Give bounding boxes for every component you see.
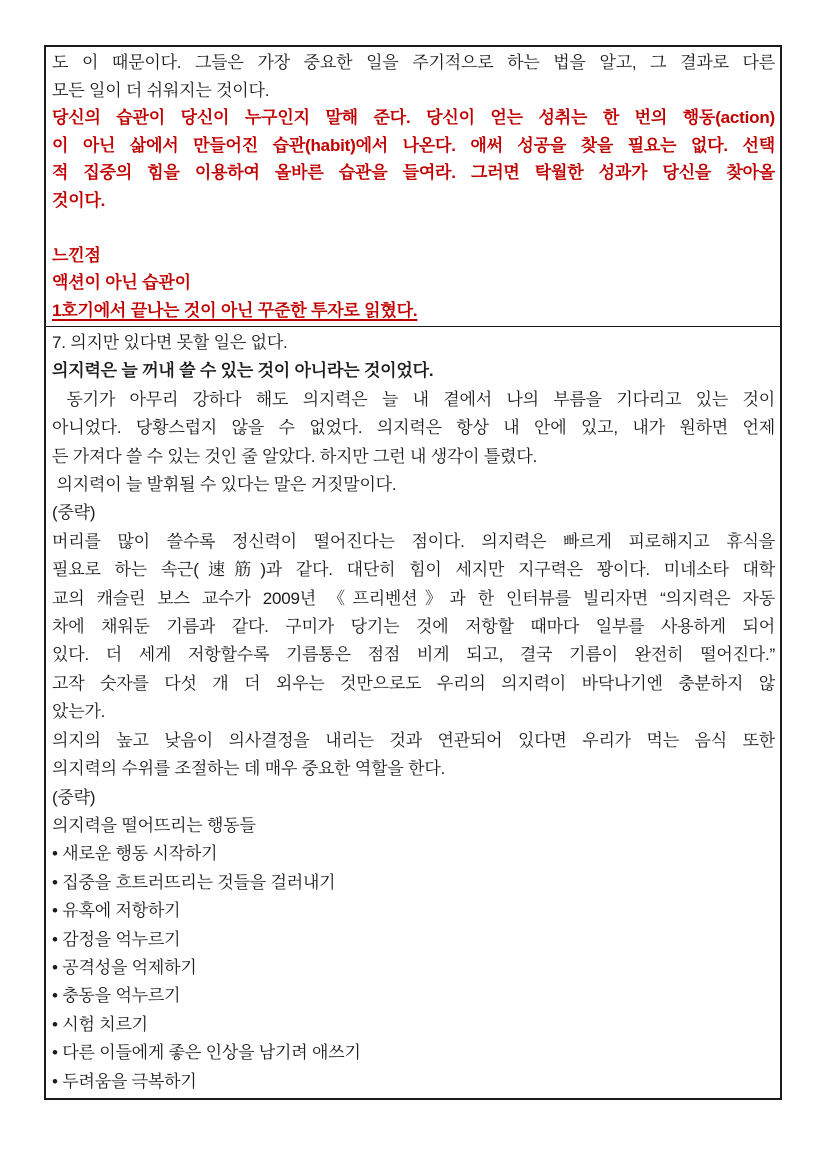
text-line: 모든 일이 더 쉬워지는 것이다. — [52, 80, 270, 100]
list-item: • 감정을 억누르기 — [52, 929, 181, 949]
text-line: 의지력이 늘 발휘될 수 있다는 말은 거짓말이다. — [52, 475, 397, 495]
text-line: 의지력의 수위를 조절하는 데 매우 중요한 역할을 한다. — [52, 759, 446, 779]
table-row — [46, 47, 780, 327]
table-row — [46, 327, 780, 1098]
list-item: • 시험 치르기 — [52, 1014, 148, 1034]
text-line: 것이다. — [52, 190, 106, 210]
text-line: (중략) — [52, 787, 96, 807]
text-line: 느낀점 — [52, 245, 101, 265]
text-line: 교의 캐슬린 보스 교수가 2009년 《프리벤션》과 한 인터뷰를 빌리자면 “의지력은 자동 — [52, 588, 775, 608]
list-item: • 새로운 행동 시작하기 — [52, 844, 218, 864]
text-line: 의지의 높고 낮음이 의사결정을 내리는 것과 연관되어 있다면 우리가 먹는 음식 또한 — [52, 730, 775, 750]
text-line: 고작 숫자를 다섯 개 더 외우는 것만으로도 우리의 의지력이 바닥나기엔 충분하지 않 — [52, 673, 775, 693]
text-line: 있다. 더 세게 저항할수록 기름통은 점점 비게 되고, 결국 기름이 완전히 떨어진다.” — [52, 645, 775, 665]
text-line: 적 집중의 힘을 이용하여 올바른 습관을 들여라. 그러면 탁월한 성과가 당신을 찾아올 — [52, 163, 775, 182]
text-line: (중략) — [52, 503, 96, 523]
text-line: 았는가. — [52, 702, 106, 722]
text-line: 당신의 습관이 당신이 누구인지 말해 준다. 당신이 얻는 성취는 한 번의 행동(action) — [52, 108, 775, 127]
list-item: • 두려움을 극복하기 — [52, 1071, 197, 1091]
text-line: 아니었다. 당황스럽지 않을 수 없었다. 의지력은 항상 내 안에 있고, 내가 원하면 언제 — [52, 418, 775, 438]
list-item: • 공격성을 억제하기 — [52, 957, 197, 977]
notes-table — [44, 45, 782, 1100]
text-line: 도 이 때문이다. 그들은 가장 중요한 일을 주기적으로 하는 법을 알고, 그 결과로 다른 — [52, 53, 775, 72]
list-item: • 유혹에 저항하기 — [52, 901, 181, 921]
text-line — [52, 214, 775, 242]
text-line: 필요로 하는 속근(速筋)과 같다. 대단히 힘이 세지만 지구력은 꽝이다. 미네소타 대학 — [52, 560, 775, 580]
list-item: • 충동을 억누르기 — [52, 986, 181, 1006]
text-line: 1호기에서 끝나는 것이 아닌 꾸준한 투자로 읽혔다. — [52, 300, 418, 320]
text-line: 의지력을 떨어뜨리는 행동들 — [52, 815, 256, 835]
text-line: 의지력은 늘 꺼내 쓸 수 있는 것이 아니라는 것이었다. — [52, 361, 434, 381]
text-line: 머리를 많이 쓸수록 정신력이 떨어진다는 점이다. 의지력은 빠르게 피로해지고 휴식을 — [52, 531, 775, 551]
list-item: • 다른 이들에게 좋은 인상을 남기려 애쓰기 — [52, 1043, 361, 1063]
text-line: 이 아닌 삶에서 만들어진 습관(habit)에서 나온다. 애써 성공을 찾을 필요는 없다. 선택 — [52, 135, 775, 155]
list-item: • 집중을 흐트러뜨리는 것들을 걸러내기 — [52, 872, 336, 892]
text-line: 동기가 아무리 강하다 해도 의지력은 늘 내 곁에서 나의 부름을 기다리고 있는 것이 — [52, 389, 775, 409]
text-line: 차에 채워둔 기름과 같다. 구미가 당기는 것에 저항할 때마다 일부를 사용하게 되어 — [52, 617, 775, 637]
text-line: 든 가져다 쓸 수 있는 것인 줄 알았다. 하지만 그런 내 생각이 틀렸다. — [52, 446, 538, 466]
text-line: 7. 의지만 있다면 못할 일은 없다. — [52, 333, 288, 352]
text-line: 액션이 아닌 습관이 — [52, 273, 191, 292]
